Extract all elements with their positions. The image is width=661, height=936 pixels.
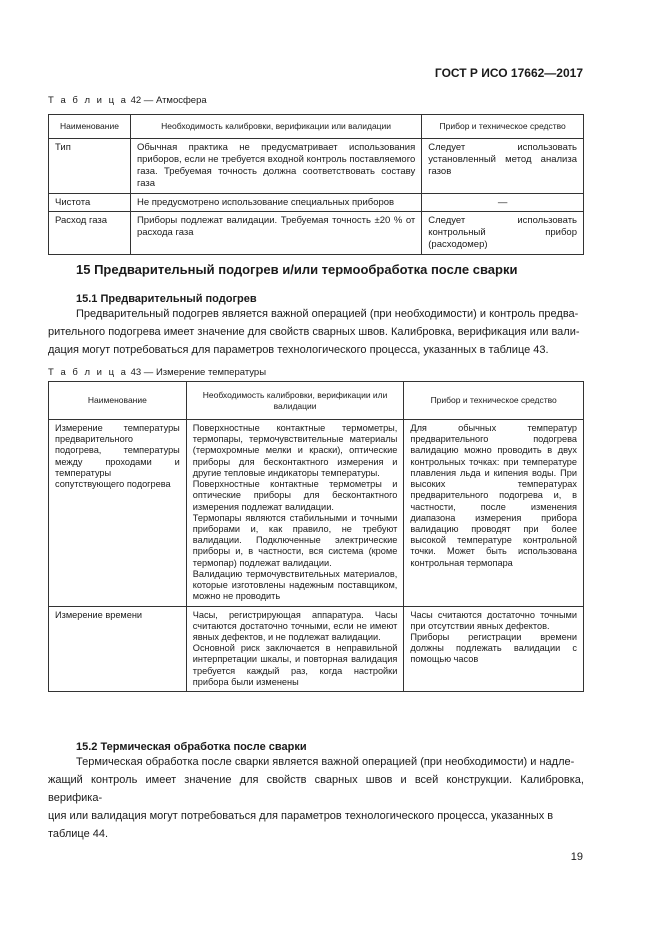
column-header: Прибор и техническое средство xyxy=(422,115,584,139)
table-cell: — xyxy=(422,193,584,212)
table-row xyxy=(49,606,584,692)
table-caption-prefix: Т а б л и ц а xyxy=(48,367,128,378)
section-15-heading: 15 Предварительный подогрев и/или термообработка после сварки xyxy=(76,262,518,277)
paragraph-line: ция или валидация могут потребоваться для параметров технологического процесса, указанных в xyxy=(48,810,554,822)
section-15-1-paragraph xyxy=(48,305,584,359)
table-cell: Не предусмотрено использование специальных приборов xyxy=(130,193,421,212)
section-15-2-paragraph xyxy=(48,753,584,843)
table-cell: Приборы подлежат валидации. Требуемая точность ±20 % от расхода газа xyxy=(130,212,421,255)
table-row xyxy=(49,193,584,212)
paragraph-line: Термическая обработка после сварки является важной операцией (при необходимости) и надле- xyxy=(76,756,575,768)
paragraph-line: рительного подогрева имеет значение для свойств сварных швов. Калибровка, верификация или вали- xyxy=(48,326,580,338)
table-caption-prefix: Т а б л и ц а xyxy=(48,95,128,106)
table-caption-text: 42 — Атмосфера xyxy=(130,95,207,106)
table-cell: Расход газа xyxy=(49,212,131,255)
table-cell: Обычная практика не предусматривает использования приборов, если не требуется входной контроль поставляемого газа. Требуемая точность должна соответствовать составу газа xyxy=(130,139,421,194)
table-cell: Тип xyxy=(49,139,131,194)
column-header: Прибор и техническое средство xyxy=(404,382,584,420)
table-cell: Следует использовать установленный метод анализа газов xyxy=(422,139,584,194)
table-cell: Измерение температуры предварительного подогрева, температуры между проходами и температуры сопутствующего подогрева xyxy=(49,420,187,607)
table-row xyxy=(49,139,584,194)
paragraph-line: дация могут потребоваться для параметров технологического процесса, указанных в таблице 43. xyxy=(48,344,549,356)
table-cell: Следует использовать контрольный прибор (расходомер) xyxy=(422,212,584,255)
table-43 xyxy=(48,381,584,692)
table-header-row xyxy=(49,382,584,420)
table-43-caption xyxy=(48,367,266,378)
paragraph-line: жащий контроль имеет значение для свойств сварных швов и всей конструкции. Калибровка, верифика- xyxy=(48,774,584,804)
table-header-row xyxy=(49,115,584,139)
table-cell: Часы, регистрирующая аппаратура. Часы считаются достаточно точными, если не имеют явных дефектов, и не подлежат валидации. Основной риск заключается в неправильной интерпретации шкалы, и повторная валидация требуется каждый раз, когда настройки прибора были изменены xyxy=(186,606,404,692)
table-cell: Поверхностные контактные термометры, термопары, термочувствительные материалы (термохромные мелки и краски), оптические приборы для бесконтактного измерения и другие тепловые индикаторы температуры. Поверхностные контактные термометры и оптические приборы для бесконтактного измерения подлежат валидации. Термопары являются стабильными и точными приборами и, как правило, не требуют валидации. Подключенные электрические приборы и, в частности, вся система (кроме термопар) подлежат валидации. Валидацию термочувствительных материалов, которые изготовлены надежным поставщиком, можно не проводить xyxy=(186,420,404,607)
page-number: 19 xyxy=(570,851,583,863)
column-header: Наименование xyxy=(49,115,131,139)
document-code: ГОСТ Р ИСО 17662—2017 xyxy=(434,66,583,80)
section-15-2-heading: 15.2 Термическая обработка после сварки xyxy=(76,741,307,753)
table-42-caption xyxy=(48,95,207,106)
table-row xyxy=(49,420,584,607)
column-header: Наименование xyxy=(49,382,187,420)
column-header: Необходимость калибровки, верификации или валидации xyxy=(130,115,421,139)
table-cell: Чистота xyxy=(49,193,131,212)
table-cell: Для обычных температур предварительного подогрева валидацию можно проводить в двух контрольных точках: при температуре плавления льда и кипения воды. При высоких температурах предварительного подогрева и, в частности, после изменения диапазона измерения прибора валидацию проводят при более высокой температуре контрольной точки. Может быть использована контрольная термопара xyxy=(404,420,584,607)
table-cell: Измерение времени xyxy=(49,606,187,692)
table-42 xyxy=(48,114,584,255)
table-row xyxy=(49,212,584,255)
column-header: Необходимость калибровки, верификации или валидации xyxy=(186,382,404,420)
paragraph-line: таблице 44. xyxy=(48,828,109,840)
paragraph-line: Предварительный подогрев является важной операцией (при необходимости) и контроль предва- xyxy=(76,308,579,320)
table-cell: Часы считаются достаточно точными при отсутствии явных дефектов. Приборы регистрации времени должны подлежать валидации с помощью часов xyxy=(404,606,584,692)
table-caption-text: 43 — Измерение температуры xyxy=(130,367,267,378)
section-15-1-heading: 15.1 Предварительный подогрев xyxy=(76,293,257,305)
